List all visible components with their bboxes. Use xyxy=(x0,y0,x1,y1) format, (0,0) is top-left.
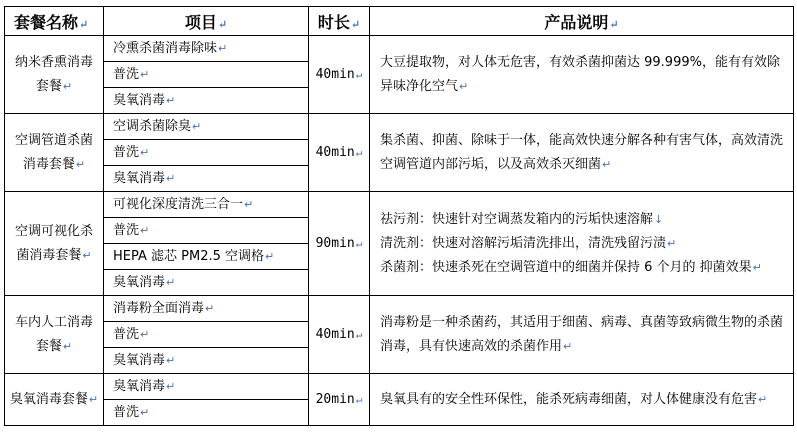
return-mark-icon: ↵ xyxy=(140,223,150,237)
header-package-name: 套餐名称↵ xyxy=(5,7,104,36)
return-mark-icon: ↵ xyxy=(350,17,361,31)
package-name-cell: 车内人工消毒套餐↵ xyxy=(5,296,104,374)
description-cell xyxy=(370,192,794,296)
duration-cell: 40min↵ xyxy=(309,296,370,374)
return-mark-icon: ↵ xyxy=(217,17,228,31)
item-cell: 可视化深度清洗三合一↵ xyxy=(104,192,309,218)
return-mark-icon: ↵ xyxy=(459,79,469,93)
return-mark-icon: ↵ xyxy=(140,67,150,81)
return-mark-icon: ↵ xyxy=(140,405,150,419)
description-cell: 大豆提取物，对人体无危害，有效杀菌抑菌达 99.999%，能有有效除异味净化空气↵ xyxy=(370,36,794,114)
return-mark-icon: ↵ xyxy=(355,392,363,406)
item-cell: 普洗↵ xyxy=(104,140,309,166)
item-cell: 普洗↵ xyxy=(104,218,309,244)
package-name-cell: 空调管道杀菌消毒套餐↵ xyxy=(5,114,104,192)
return-mark-icon: ↵ xyxy=(758,392,768,406)
item-cell: 臭氧消毒↵ xyxy=(104,88,309,114)
item-cell: 臭氧消毒↵ xyxy=(104,166,309,192)
duration-cell: 90min↵ xyxy=(309,192,370,296)
item-cell: 冷熏杀菌消毒除味↵ xyxy=(104,36,309,62)
return-mark-icon: ↵ xyxy=(140,145,150,159)
return-mark-icon: ↵ xyxy=(88,392,99,406)
duration-cell: 40min↵ xyxy=(309,114,370,192)
item-cell: HEPA 滤芯 PM2.5 空调格↵ xyxy=(104,244,309,270)
item-cell: 消毒粉全面消毒↵ xyxy=(104,296,309,322)
description-paragraph: 祛污剂：快速针对空调蒸发箱内的污垢快速溶解↓ xyxy=(380,211,664,227)
table-row xyxy=(5,374,794,400)
description-cell: 集杀菌、抑菌、除味于一体，能高效快速分解各种有害气体，高效清洗空调管道内部污垢，以及高效杀灭细菌↵ xyxy=(370,114,794,192)
header-items: 项目↵ xyxy=(104,7,309,36)
return-mark-icon: ↵ xyxy=(355,236,363,250)
item-cell: 臭氧消毒↵ xyxy=(104,270,309,296)
description-paragraph: 清洗剂：快速对溶解污垢清洗排出，清洗残留污渍↵ xyxy=(380,235,677,251)
return-mark-icon: ↵ xyxy=(140,327,150,341)
item-cell: 臭氧消毒↵ xyxy=(104,374,309,400)
item-cell: 臭氧消毒↵ xyxy=(104,348,309,374)
return-mark-icon: ↵ xyxy=(166,171,176,185)
description-cell: 消毒粉是一种杀菌药，其适用于细菌、病毒、真菌等致病微生物的杀菌消毒，具有快速高效的杀菌作用↵ xyxy=(370,296,794,374)
return-mark-icon: ↵ xyxy=(205,301,215,315)
description-cell: 臭氧具有的安全性环保性，能杀死病毒细菌，对人体健康没有危害↵ xyxy=(370,374,794,426)
return-mark-icon: ↵ xyxy=(82,248,92,262)
package-name-cell: 臭氧消毒套餐↵ xyxy=(5,374,104,426)
table-row xyxy=(5,114,794,140)
return-mark-icon: ↵ xyxy=(166,275,176,289)
return-mark-icon: ↵ xyxy=(244,197,254,211)
item-cell: 普洗↵ xyxy=(104,322,309,348)
return-mark-icon: ↵ xyxy=(355,145,363,159)
return-mark-icon: ↵ xyxy=(75,157,86,171)
return-mark-icon: ↵ xyxy=(192,119,202,133)
return-mark-icon: ↵ xyxy=(563,339,573,353)
item-cell: 空调杀菌除臭↵ xyxy=(104,114,309,140)
return-mark-icon: ↵ xyxy=(62,339,73,353)
package-name-cell: 空调可视化杀菌消毒套餐↵ xyxy=(5,192,104,296)
description-paragraph: 杀菌剂：快速杀死在空调管道中的细菌并保持 6 个月的 抑菌效果↵ xyxy=(380,259,762,275)
duration-cell: 20min↵ xyxy=(309,374,370,426)
return-mark-icon: ↵ xyxy=(752,260,762,274)
duration-cell: 40min↵ xyxy=(309,36,370,114)
return-mark-icon: ↵ xyxy=(166,353,176,367)
header-description: 产品说明↵ xyxy=(370,7,794,36)
header-row xyxy=(5,7,794,36)
return-mark-icon: ↵ xyxy=(166,93,176,107)
return-mark-icon: ↵ xyxy=(218,41,228,55)
header-duration: 时长↵ xyxy=(309,7,370,36)
return-mark-icon: ↵ xyxy=(609,17,619,31)
return-mark-icon: ↵ xyxy=(355,67,363,81)
return-mark-icon: ↵ xyxy=(62,79,73,93)
package-name-cell: 纳米香熏消毒套餐↵ xyxy=(5,36,104,114)
table-row xyxy=(5,36,794,62)
return-mark-icon: ↵ xyxy=(166,379,176,393)
down-arrow-icon: ↓ xyxy=(654,212,664,226)
return-mark-icon: ↵ xyxy=(265,249,275,263)
return-mark-icon: ↵ xyxy=(667,236,677,250)
table-row xyxy=(5,192,794,218)
return-mark-icon: ↵ xyxy=(355,327,363,341)
return-mark-icon: ↵ xyxy=(79,17,89,31)
table-row xyxy=(5,296,794,322)
item-cell: 普洗↵ xyxy=(104,62,309,88)
return-mark-icon: ↵ xyxy=(602,157,612,171)
item-cell: 普洗↵ xyxy=(104,400,309,426)
package-table xyxy=(4,6,794,426)
